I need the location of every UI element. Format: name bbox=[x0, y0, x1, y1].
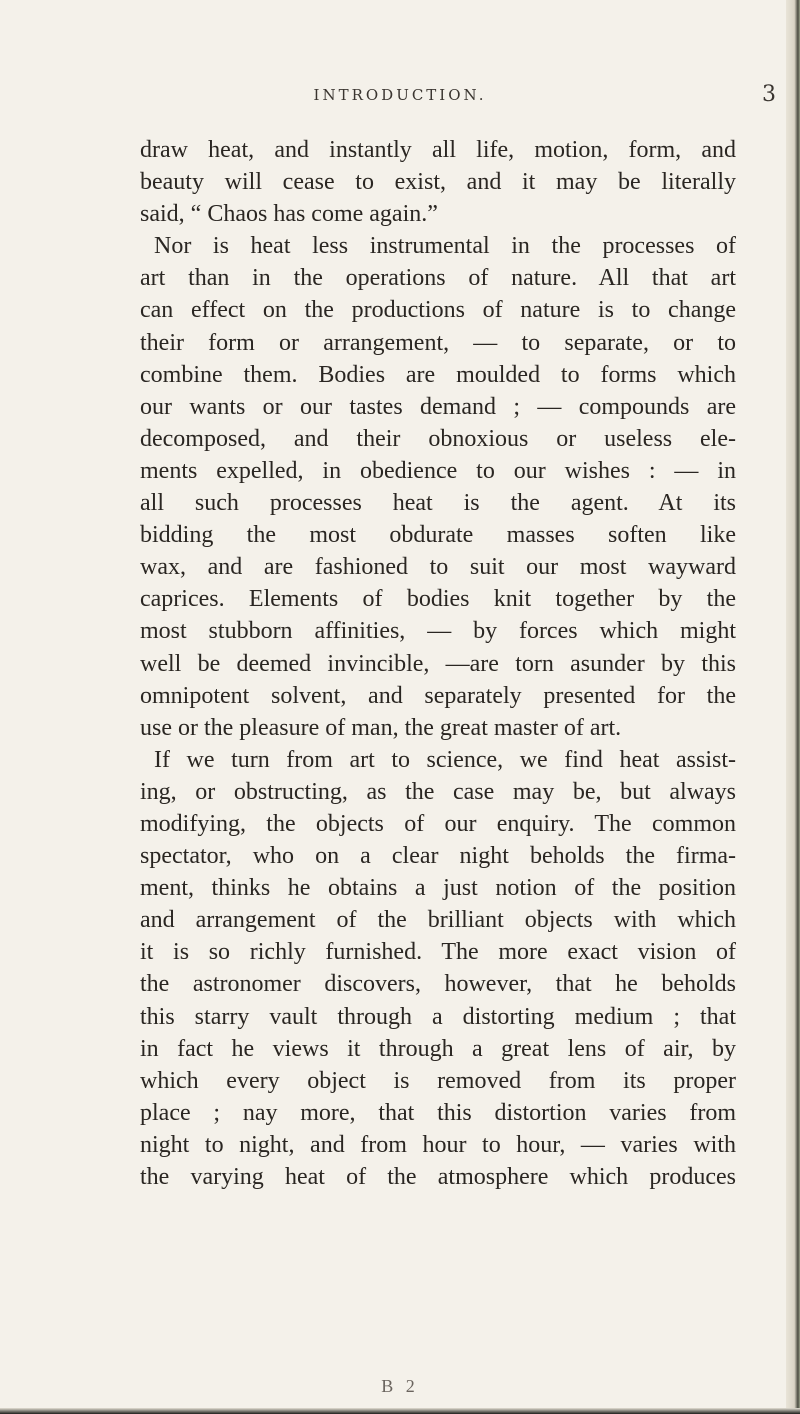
text-line: modifying, the objects of our enquiry. The common bbox=[140, 810, 736, 837]
paragraph-2 bbox=[140, 230, 736, 744]
text-line: caprices. Elements of bodies knit together by the bbox=[140, 586, 736, 613]
text-line: Nor is heat less instrumental in the processes of bbox=[154, 233, 736, 260]
text-line: place ; nay more, that this distortion varies from bbox=[140, 1099, 736, 1126]
page-number: 3 bbox=[762, 82, 776, 107]
text-line: which every object is removed from its proper bbox=[140, 1067, 736, 1094]
text-line: our wants or our tastes demand ; — compounds are bbox=[140, 393, 736, 420]
text-line: ing, or obstructing, as the case may be, but always bbox=[140, 778, 736, 805]
text-line: spectator, who on a clear night beholds the firma- bbox=[140, 843, 736, 870]
body-text bbox=[140, 134, 736, 1193]
paragraph-3 bbox=[140, 744, 736, 1193]
text-line: draw heat, and instantly all life, motion, form, and bbox=[140, 137, 736, 163]
page-header bbox=[0, 82, 800, 110]
text-line: combine them. Bodies are moulded to forms which bbox=[140, 361, 736, 388]
text-line: most stubborn affinities, — by forces which might bbox=[140, 618, 736, 645]
text-line: If we turn from art to science, we find heat assist- bbox=[154, 746, 736, 773]
text-line: the astronomer discovers, however, that he beholds bbox=[140, 971, 736, 998]
text-line: well be deemed invincible, —are torn asunder by this bbox=[140, 650, 736, 677]
page-edge-bottom bbox=[0, 1408, 800, 1414]
text-line: it is so richly furnished. The more exact vision of bbox=[140, 939, 736, 966]
text-line: in fact he views it through a great lens of air, by bbox=[140, 1035, 736, 1062]
page-edge-right bbox=[786, 0, 800, 1414]
text-line: beauty will cease to exist, and it may be literally bbox=[140, 169, 736, 196]
text-line: can effect on the productions of nature is to change bbox=[140, 297, 736, 324]
signature-mark: B 2 bbox=[381, 1376, 419, 1396]
text-line: decomposed, and their obnoxious or useless ele- bbox=[140, 425, 736, 452]
text-line: ment, thinks he obtains a just notion of the position bbox=[140, 875, 736, 902]
text-line: this starry vault through a distorting medium ; that bbox=[140, 1003, 736, 1030]
text-line: all such processes heat is the agent. At its bbox=[140, 490, 736, 517]
running-title: INTRODUCTION. bbox=[313, 86, 487, 104]
text-line: use or the pleasure of man, the great master of art. bbox=[140, 714, 622, 741]
text-line: bidding the most obdurate masses soften like bbox=[140, 522, 736, 549]
text-line: the varying heat of the atmosphere which produces bbox=[140, 1164, 736, 1190]
text-line: and arrangement of the brilliant objects with which bbox=[140, 907, 736, 934]
text-line: ments expelled, in obedience to our wishes : — in bbox=[140, 457, 736, 484]
paragraph-1 bbox=[140, 134, 736, 230]
text-line: art than in the operations of nature. All that art bbox=[140, 265, 736, 292]
text-line: night to night, and from hour to hour, — varies with bbox=[140, 1131, 736, 1158]
text-line: their form or arrangement, — to separate, or to bbox=[140, 329, 736, 356]
text-line: said, “ Chaos has come again.” bbox=[140, 201, 438, 228]
text-line: wax, and are fashioned to suit our most wayward bbox=[140, 554, 736, 581]
text-line: omnipotent solvent, and separately presented for the bbox=[140, 682, 736, 709]
